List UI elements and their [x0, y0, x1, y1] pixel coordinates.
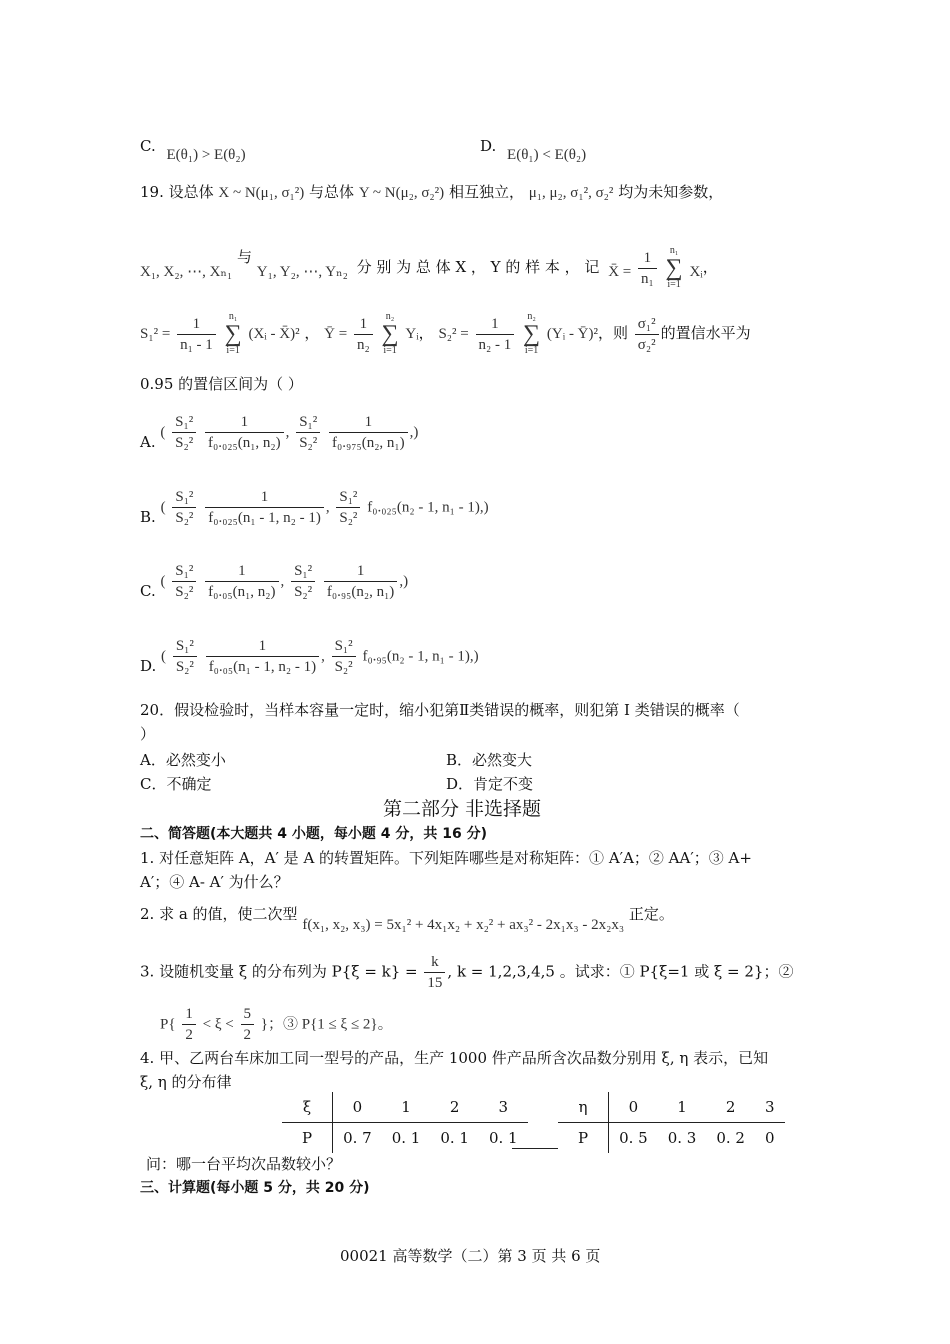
q19-option-d: D. ( $\frac{\text{S₁²}}{\text{S₂²}}$ $\frac{1}{\text{f₀.₀₅(n₁ - 1, n₂ - 1)}}$ , $\frac{\text{S₁²}}{\text{S₂²}}$ f₀.₉₅(n₂ - 1, n₁ - 1),)	[140, 638, 479, 675]
table-header-row: η 0 1 2 3	[558, 1092, 785, 1123]
xi-distribution-table	[282, 1092, 528, 1153]
q20-option-d: D．肯定不变	[446, 775, 534, 793]
page-footer: 00021 高等数学（二）第 3 页 共 6 页	[340, 1247, 601, 1265]
q18-option-c: C. E(θ₁) > E(θ₂)	[140, 137, 246, 163]
table-row: P 0. 7 0. 1 0. 1 0. 1	[282, 1123, 528, 1154]
short-q4-question: 问：哪一台平均次品数较小？	[146, 1155, 342, 1173]
short-q1-line2: A′；④ A- A′ 为什么？	[140, 873, 289, 891]
q19-option-b: B. ( $\frac{\text{S₁²}}{\text{S₂²}}$ $\frac{1}{\text{f₀.₀₂₅(n₁ - 1, n₂ - 1)}}$ , $\frac{\text{S₁²}}{\text{S₂²}}$ f₀.₀₂₅(n₂ - 1, n₁ - 1),)	[140, 489, 489, 526]
table-header-row: ξ 0 1 2 3	[282, 1092, 528, 1123]
q19-conf-line: 0.95 的置信区间为（ ）	[140, 375, 303, 393]
q18-option-d: D. E(θ₁) < E(θ₂)	[480, 137, 587, 163]
q20-option-a: A．必然变小	[140, 751, 226, 769]
short-q1-line1: 1. 对任意矩阵 A，A′ 是 A 的转置矩阵。下列矩阵哪些是对称矩阵：① A′A；② AA′；③ A+	[140, 849, 752, 867]
q19-line2: X₁, X₂, ⋯, Xₙ₁ 与 Y₁, Y₂, ⋯, Yₙ₂ 分 别 为 总 体 X ， Y 的 样 本 ， 记 X̄ = $\frac{1}{\text{n₁}}$ n₁ ∑ i=1 Xᵢ，	[140, 245, 718, 290]
section2-heading: 二、简答题(本大题共 4 小题，每小题 4 分，共 16 分)	[140, 826, 488, 842]
q20-question: 20．假设检验时，当样本容量一定时，缩小犯第Ⅱ类错误的概率，则犯第 I 类错误的概率（	[140, 701, 740, 719]
q20-question-cont: ）	[140, 725, 156, 743]
short-q4-line2: ξ, η 的分布律	[140, 1073, 232, 1091]
short-q4-line1: 4. 甲、乙两台车床加工同一型号的产品，生产 1000 件产品所含次品数分别用 ξ, η 表示，已知	[140, 1049, 769, 1067]
q19-line1: 19. 设总体 X ~ N(μ₁, σ₁²) 与总体 Y ~ N(μ₂, σ₂²) 相互独立， μ₁, μ₂, σ₁², σ₂² 均为未知参数，	[140, 183, 724, 201]
short-q3-line1: 3. 设随机变量 ξ 的分布列为 P{ξ = k} = $\frac{k}{15}$ , k = 1,2,3,4,5 。试求：① P{ξ=1 或 ξ = 2}；②	[140, 954, 794, 991]
blank-underline	[512, 1148, 558, 1149]
q20-option-c: C．不确定	[140, 775, 212, 793]
q19-option-a: A. ( $\frac{\text{S₁²}}{\text{S₂²}}$ $\frac{1}{\text{f₀.₀₂₅(n₁, n₂)}}$ , $\frac{\text{S₁²}}{\text{S₂²}}$ $\frac{1}{\text{f₀.₉₇₅(n₂, n₁)}}$ ,)	[140, 414, 419, 451]
section3-heading: 三、计算题(每小题 5 分，共 20 分)	[140, 1180, 370, 1196]
table-row: P 0. 5 0. 3 0. 2 0	[558, 1123, 785, 1154]
part2-title: 第二部分 非选择题	[383, 798, 542, 820]
q20-option-b: B．必然变大	[446, 751, 533, 769]
q19-line3: S₁² = $\frac{1}{\text{n₁ - 1}}$ n₁ ∑ i=1 (Xᵢ - X̄)² ， Ȳ = $\frac{1}{\text{n₂}}$ n₂ ∑ i=1 Yᵢ， S₂² = $\frac{1}{\text{n₂ - 1}}$ n₂ ∑ i=1 (Yᵢ - Ȳ)²，则 $\frac{\text{σ₁²}}{\text{σ₂²}}$ 的置信水平为	[140, 311, 751, 356]
short-q3-line2: P{ $\frac{1}{2}$ < ξ < $\frac{5}{2}$ }；③ P{1 ≤ ξ ≤ 2}。	[160, 1006, 393, 1043]
q19-option-c: C. ( $\frac{\text{S₁²}}{\text{S₂²}}$ $\frac{1}{\text{f₀.₀₅(n₁, n₂)}}$ , $\frac{\text{S₁²}}{\text{S₂²}}$ $\frac{1}{\text{f₀.₉₅(n₂, n₁)}}$ ,)	[140, 563, 409, 600]
short-q2: 2. 求 a 的值，使二次型 f(x₁, x₂, x₃) = 5x₁² + 4x₁x₂ + x₂² + ax₃² - 2x₁x₃ - 2x₂x₃ 正定。	[140, 905, 674, 933]
eta-distribution-table	[558, 1092, 785, 1153]
